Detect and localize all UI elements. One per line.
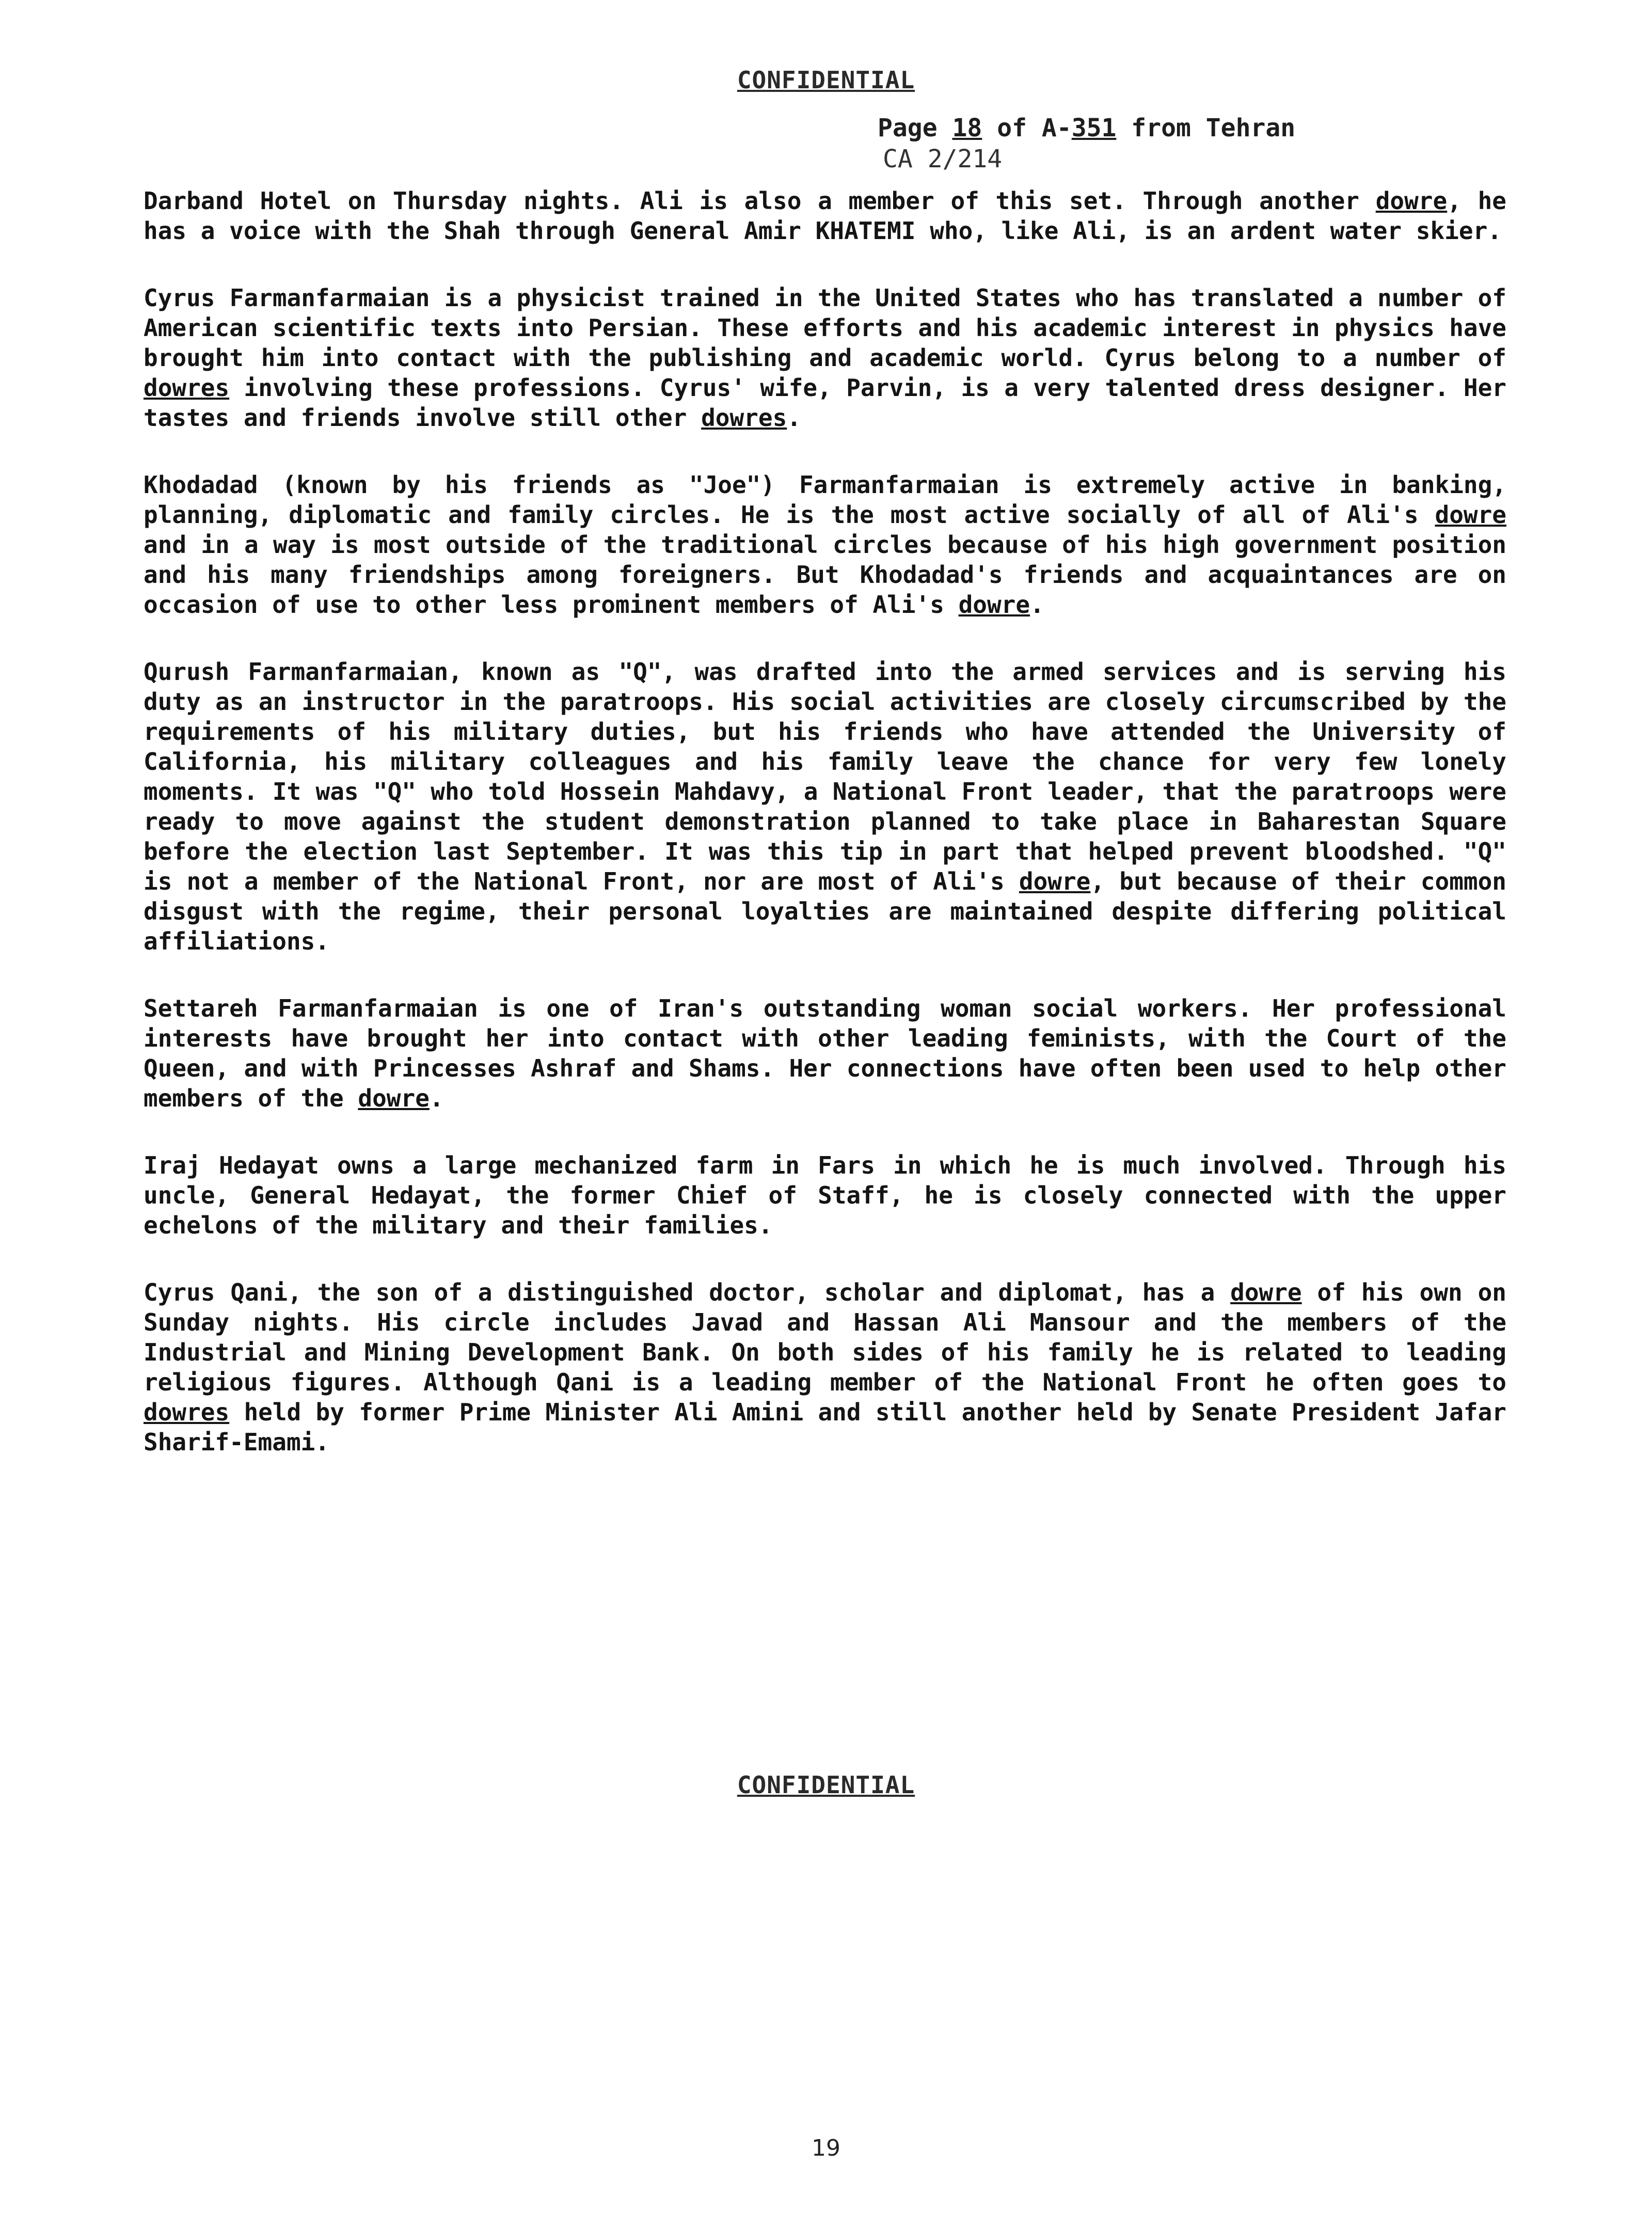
page-number-ref: 18 <box>952 114 982 143</box>
paragraph-text: . <box>787 404 801 432</box>
paragraph-text: Settareh Farmanfarmaian is one of Iran's outstanding woman social workers. Her professional interests have brought her into contact with other leading feminists, with the Court of the Queen, and with Princesses Ashraf and Shams. Her connections have often been used to help other members of the <box>144 994 1506 1112</box>
paragraph-text: of his own on Sunday nights. His circle includes Javad and Hassan Ali Mansour and the members of the Industrial and Mining Development Bank. On both sides of his family he is related to leading religious figures. Although Qani is a leading member of the National Front he often goes to <box>144 1278 1506 1396</box>
page-label: Page <box>878 114 938 143</box>
paragraph-cyrus-qani <box>144 1277 1506 1457</box>
underlined-term: dowre <box>1375 187 1448 215</box>
body-text <box>144 186 1506 1494</box>
of-text: of A- <box>982 114 1072 143</box>
paragraph-text: and in a way is most outside of the traditional circles because of his high government position and his many friendships among foreigners. But Khodadad's friends and acquaintances are on occasion of use to other less prominent members of Ali's <box>144 531 1506 619</box>
paragraph-text: Cyrus Qani, the son of a distinguished doctor, scholar and diplomat, has a <box>144 1278 1231 1306</box>
page-reference <box>878 113 1295 175</box>
underlined-term: dowres <box>701 404 787 432</box>
paragraph-iraj-hedayat <box>144 1150 1506 1240</box>
underlined-term: dowre <box>358 1084 430 1112</box>
classification-footer: CONFIDENTIAL <box>737 1771 915 1799</box>
paragraph-text: involving these professions. Cyrus' wife, Parvin, is a very talented dress designer. Her tastes and friends involve still other <box>144 374 1506 432</box>
paragraph-khodadad <box>144 470 1506 620</box>
paragraph-text: , he has a voice with the Shah through General Amir KHATEMI who, like Ali, is an ardent water skier. <box>144 187 1507 245</box>
paragraph-cyrus-farmanfarmaian <box>144 283 1506 433</box>
page-number: 19 <box>812 2135 840 2161</box>
underlined-term: dowres <box>144 374 230 402</box>
paragraph-text: , but because of their common disgust with the regime, their personal loyalties are maintained despite differing political affiliations. <box>144 867 1506 955</box>
underlined-term: dowres <box>144 1398 230 1426</box>
underlined-term: dowre <box>1230 1278 1302 1306</box>
paragraph-text: Qurush Farmanfarmaian, known as "Q", was drafted into the armed services and is serving his duty as an instructor in the paratroops. His social activities are closely circumscribed by the requirements of his military duties, but his friends who have attended the University of California, his military colleagues and his family leave the chance for very few lonely moments. It was "Q" who told Hossein Mahdavy, a National Front leader, that the paratroops were ready to move against the student demonstration planned to take place in Baharestan Square before the election last September. It was this tip in part that helped prevent bloodshed. "Q" is not a member of the National Front, nor are most of Ali's <box>144 658 1506 895</box>
paragraph-qurush <box>144 657 1506 956</box>
paragraph-settareh <box>144 993 1506 1113</box>
paragraph-ali-dowre <box>144 186 1506 246</box>
underlined-term: dowre <box>1019 867 1091 895</box>
airgram-number: 351 <box>1071 114 1117 143</box>
underlined-term: dowre <box>1435 501 1506 529</box>
paragraph-text: held by former Prime Minister Ali Amini and still another held by Senate President Jafar Sharif-Emami. <box>144 1398 1506 1456</box>
paragraph-text: . <box>429 1084 444 1112</box>
paragraph-text: . <box>1030 591 1044 619</box>
classification-header: CONFIDENTIAL <box>737 66 915 94</box>
paragraph-text: Darband Hotel on Thursday nights. Ali is also a member of this set. Through another <box>144 187 1376 215</box>
ca-reference: CA 2/214 <box>883 145 1003 173</box>
paragraph-text: Khodadad (known by his friends as "Joe") Farmanfarmaian is extremely active in banking, planning, diplomatic and family circles. He is the most active socially of all of Ali's <box>144 471 1506 529</box>
underlined-term: dowre <box>958 591 1030 619</box>
paragraph-text: Cyrus Farmanfarmaian is a physicist trained in the United States who has translated a number of American scientific texts into Persian. These efforts and his academic interest in physics have brought him into contact with the publishing and academic world. Cyrus belong to a number of <box>144 284 1506 372</box>
from-text: from Tehran <box>1116 114 1296 143</box>
paragraph-text: Iraj Hedayat owns a large mechanized farm in Fars in which he is much involved. Through his uncle, General Hedayat, the former Chief of Staff, he is closely connected with the upper echelons of the military and their families. <box>144 1151 1506 1239</box>
